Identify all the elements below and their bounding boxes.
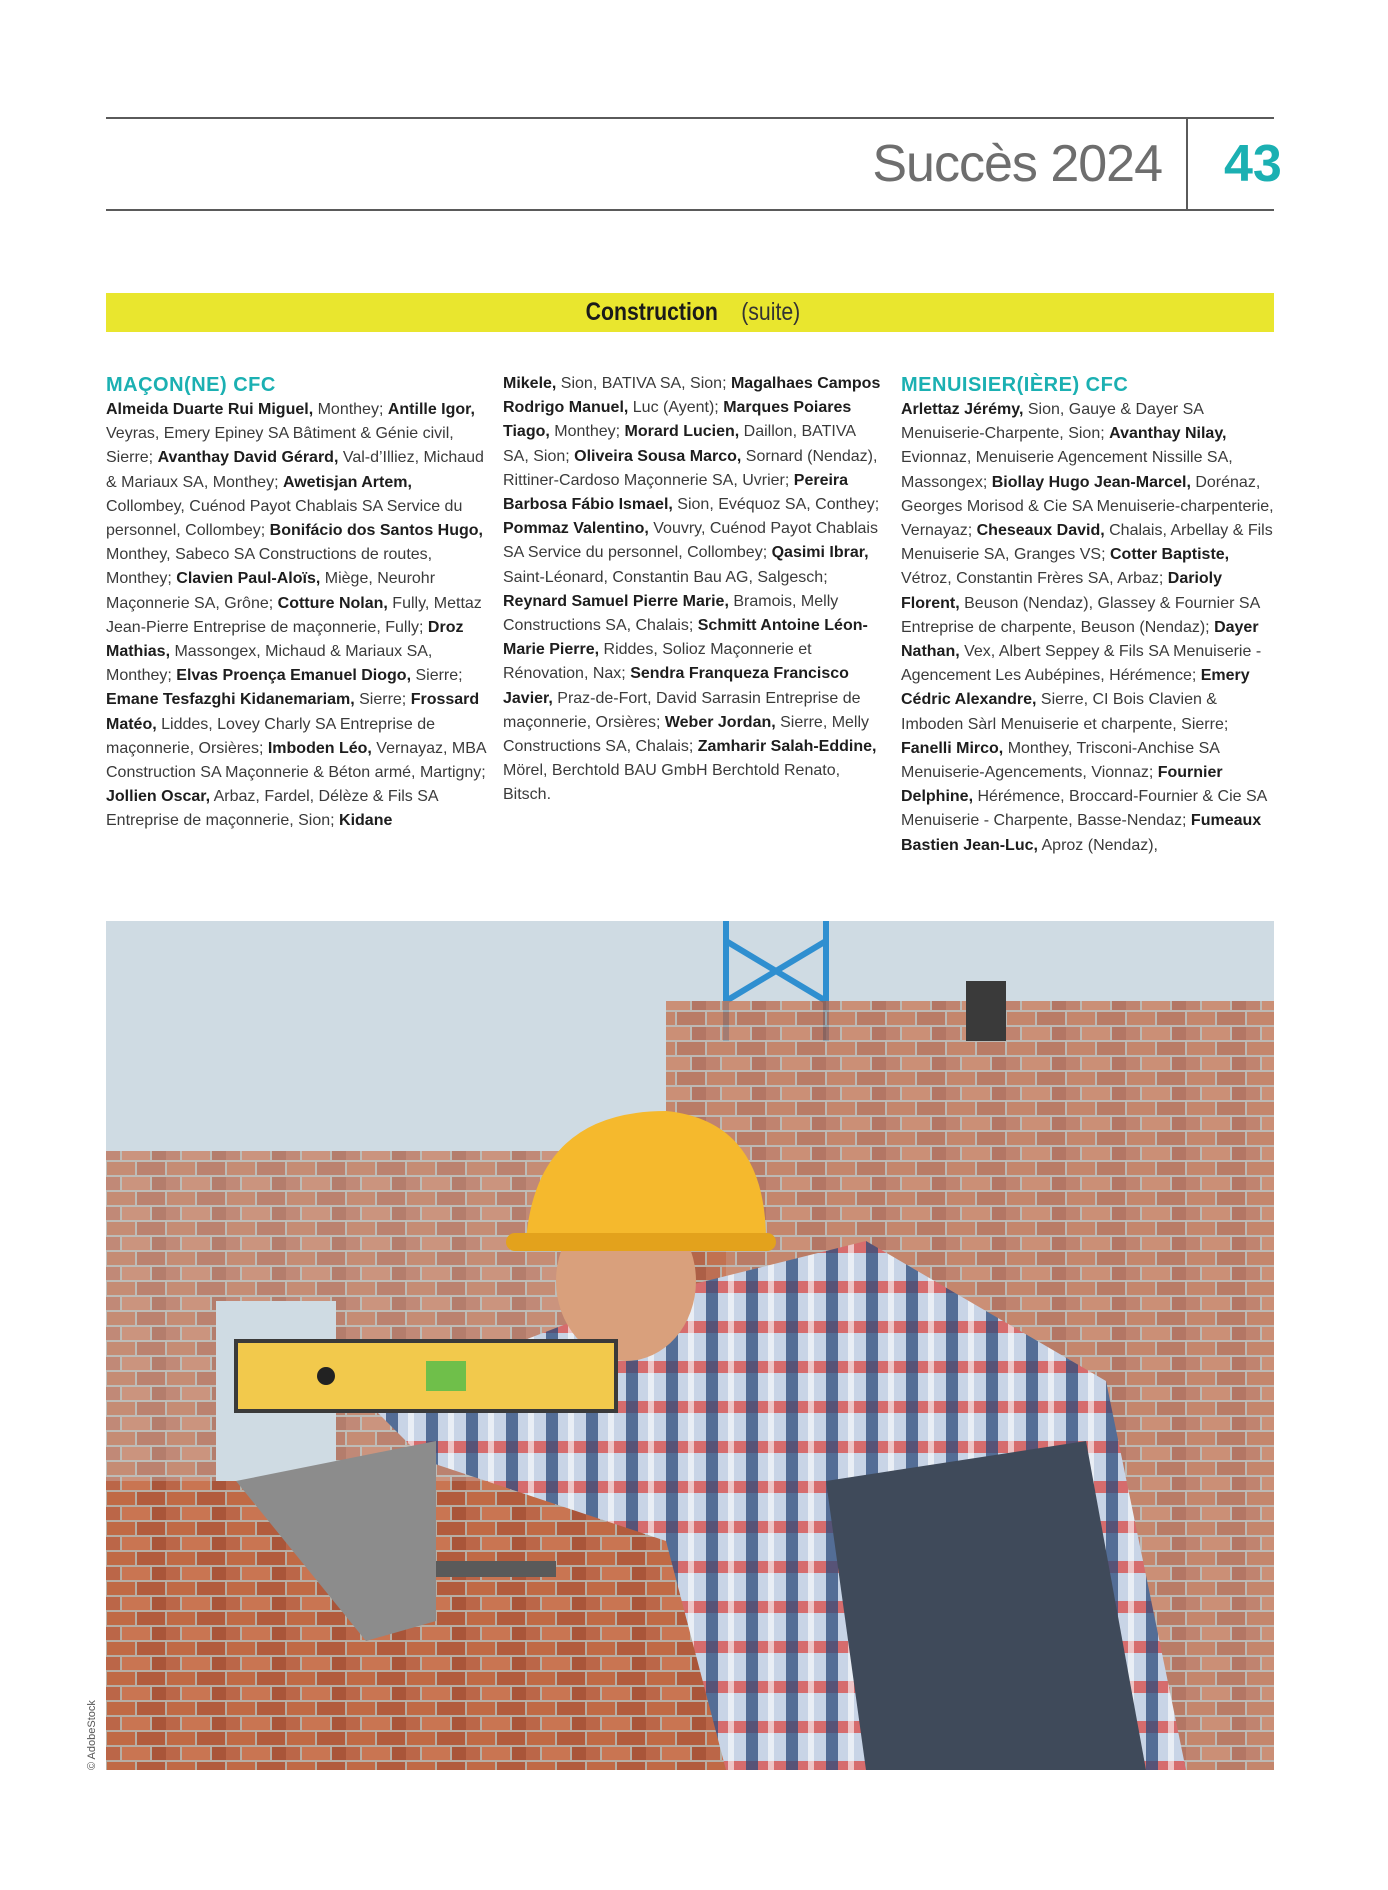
header-bottom-rule [106, 209, 1274, 211]
entry-name: Darioly Florent, [901, 570, 1223, 612]
section-title: Succès 2024 [872, 135, 1162, 193]
entry-details: Mörel, Berchtold BAU GmbH Berchtold Renato, Bitsch. [503, 762, 841, 804]
entry-details: Chalais, Arbellay & Fils Menuiserie SA, Granges VS; [901, 522, 1273, 564]
entry-name: Pommaz Valentino, [503, 520, 649, 538]
entry-details: Riddes, Solioz Maçonnerie et Rénovation, Nax; [503, 641, 812, 683]
entry-details: Bramois, Melly Constructions SA, Chalais; [503, 592, 839, 635]
entry-name: Arlettaz Jérémy, [901, 401, 1024, 418]
entry-details: Aproz (Nendaz), [1037, 836, 1158, 854]
entry-name: Elvas Proença Emanuel Diogo, [176, 667, 412, 685]
heading-menuisier: MENUISIER(IÈRE) CFC [901, 374, 1129, 396]
entry-name: Fumeaux Bastien Jean-Luc, [901, 812, 1262, 854]
category-title: Construction [586, 298, 719, 326]
entry-details: Vétroz, Constantin Frères SA, Arbaz; [901, 570, 1168, 588]
entry-name: Avanthay David Gérard, [157, 449, 339, 467]
entry-name: Magalhaes Campos Rodrigo Manuel, [503, 375, 881, 417]
entry-name: Oliveira Sousa Marco, [574, 447, 742, 465]
category-band [106, 293, 1274, 332]
entry-name: Almeida Duarte Rui Miguel, [106, 401, 314, 418]
entry-name: Emane Tesfazghi Kidanemariam, [106, 691, 355, 709]
entries-menuisier [901, 398, 1281, 858]
entry-details: Saint-Léonard, Constantin Bau AG, Salgesch; [503, 568, 828, 586]
entry-name: Dayer Nathan, [901, 618, 1259, 661]
entry-details: Sornard (Nendaz), Rittiner-Cardoso Maçonnerie SA, Uvrier; [503, 447, 878, 489]
entries-maconne [106, 398, 486, 834]
entry-details: Sion, Gauye & Dayer SA Menuiserie-Charpente, Sion; [901, 401, 1204, 443]
entry-details: Beuson (Nendaz), Glassey & Fournier SA Entreprise de charpente, Beuson (Nendaz); [901, 594, 1260, 636]
entry-name: Emery Cédric Alexandre, [901, 667, 1250, 709]
entry-name: Reynard Samuel Pierre Marie, [503, 592, 729, 610]
entry-details: Veyras, Emery Epiney SA Bâtiment & Génie civil, Sierre; [106, 425, 454, 467]
entries-middle [503, 372, 883, 808]
entry-details: Sierre; [354, 691, 411, 709]
mason-photo-illustration [106, 921, 1274, 1770]
entry-details: Daillon, BATIVA SA, Sion; [503, 423, 856, 465]
entry-name: Cotture Nolan, [277, 594, 388, 612]
entry-name: Fournier Delphine, [901, 764, 1223, 806]
entry-name: Morard Lucien, [624, 423, 740, 441]
entry-name: Kidane [339, 812, 393, 830]
entry-details: Massongex, Michaud & Mariaux SA, Monthey; [106, 643, 433, 685]
entry-name: Biollay Hugo Jean-Marcel, [991, 473, 1191, 491]
heading-maconne: MAÇON(NE) CFC [106, 374, 276, 396]
category-suffix: (suite) [741, 298, 801, 326]
entry-name: Mikele, [503, 375, 557, 392]
header-top-rule [106, 117, 1274, 119]
column-middle [503, 372, 883, 808]
entry-details: Dorénaz, Georges Morisod & Cie SA Menuiserie-charpenterie, Vernayaz; [901, 473, 1274, 540]
entry-name: Cotter Baptiste, [1109, 546, 1230, 564]
entry-details: Vernayaz, MBA Construction SA Maçonnerie & Béton armé, Martigny; [106, 739, 486, 782]
column-menuisier [901, 372, 1281, 858]
entry-name: Avanthay Nilay, [1109, 425, 1227, 443]
entry-name: Jollien Oscar, [106, 788, 211, 806]
entry-name: Sendra Franqueza Francisco Javier, [503, 665, 849, 707]
entry-details: Sion, Evéquoz SA, Conthey; [672, 496, 880, 514]
entry-name: Antille Igor, [387, 401, 475, 418]
entry-name: Zamharir Salah-Eddine, [697, 738, 877, 756]
entry-details: Vouvry, Cuénod Payot Chablais SA Service du personnel, Collombey; [503, 520, 878, 562]
entry-details: Monthey; [549, 423, 625, 441]
entry-details: Monthey, Sabeco SA Constructions de routes, Monthey; [106, 546, 433, 588]
entry-details: Collombey, Cuénod Payot Chablais SA Service du personnel, Collombey; [106, 497, 463, 540]
entry-details: Monthey, Trisconi-Anchise SA Menuiserie-Agencements, Vionnaz; [901, 739, 1220, 782]
entry-details: Sion, BATIVA SA, Sion; [556, 375, 731, 392]
column-maconne [106, 372, 486, 834]
entry-name: Weber Jordan, [664, 713, 776, 731]
entry-name: Droz Mathias, [106, 618, 464, 661]
header-divider [1186, 117, 1188, 211]
entry-name: Bonifácio dos Santos Hugo, [269, 522, 483, 540]
page-number: 43 [1224, 135, 1282, 193]
entry-details: Liddes, Lovey Charly SA Entreprise de maçonnerie, Orsières; [106, 715, 436, 757]
entry-details: Sierre, Melly Constructions SA, Chalais; [503, 713, 870, 756]
entry-name: Qasimi Ibrar, [771, 544, 869, 562]
entry-name: Imboden Léo, [267, 739, 372, 757]
entry-details: Val-d’Illiez, Michaud & Mariaux SA, Monthey; [106, 449, 484, 491]
entry-details: Luc (Ayent); [628, 399, 724, 417]
entry-details: Hérémence, Broccard-Fournier & Cie SA Menuiserie - Charpente, Basse-Nendaz; [901, 788, 1267, 830]
entry-details: Vex, Albert Seppey & Fils SA Menuiserie - Agencement Les Aubépines, Hérémence; [901, 643, 1262, 685]
entry-details: Fully, Mettaz Jean-Pierre Entreprise de maçonnerie, Fully; [106, 594, 482, 636]
entry-name: Frossard Matéo, [106, 691, 480, 733]
entry-details: Praz-de-Fort, David Sarrasin Entreprise de maçonnerie, Orsières; [503, 689, 861, 731]
photo-credit: © AdobeStock [86, 1700, 98, 1770]
entry-name: Clavien Paul-Aloïs, [176, 570, 321, 588]
entry-name: Awetisjan Artem, [282, 473, 412, 491]
mason-photo [106, 921, 1274, 1770]
entry-name: Fanelli Mirco, [901, 739, 1004, 757]
entry-details: Monthey; [313, 401, 388, 418]
entry-details: Sierre; [411, 667, 463, 685]
entry-name: Schmitt Antoine Léon-Marie Pierre, [503, 617, 868, 659]
entry-details: Miège, Neurohr Maçonnerie SA, Grône; [106, 570, 436, 612]
entry-details: Sierre, CI Bois Clavien & Imboden Sàrl Menuiserie et charpente, Sierre; [901, 691, 1229, 733]
entry-name: Cheseaux David, [976, 522, 1105, 540]
entry-details: Evionnaz, Menuiserie Agencement Nissille SA, Massongex; [901, 449, 1233, 491]
entry-name: Marques Poiares Tiago, [503, 399, 852, 441]
entry-name: Pereira Barbosa Fábio Ismael, [503, 471, 849, 514]
entry-details: Arbaz, Fardel, Délèze & Fils SA Entreprise de maçonnerie, Sion; [106, 788, 438, 830]
